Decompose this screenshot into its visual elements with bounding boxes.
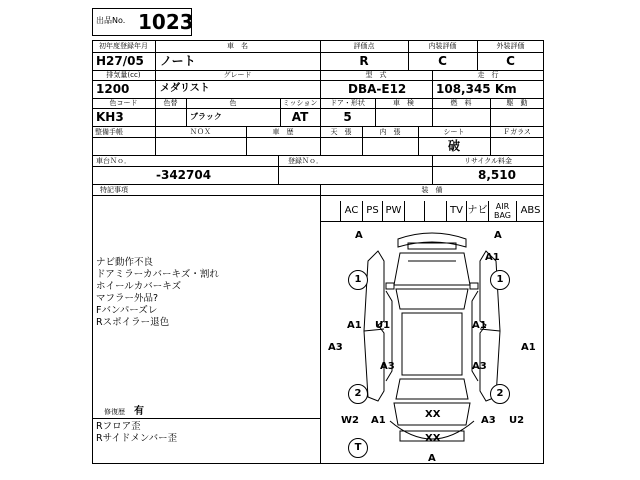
mark-front-right: A: [494, 230, 502, 241]
value-color: ブラック: [190, 112, 222, 121]
value-displacement: 1200: [96, 82, 130, 96]
value-transmission: AT: [291, 110, 309, 124]
header-equipment: 装 備: [421, 186, 443, 194]
mark-rear-right-outer: U2: [509, 415, 525, 426]
note-line: ホイールカバーキズ: [96, 281, 182, 292]
header-mileage: 走 行: [477, 71, 499, 79]
header-interior-grade: 内装評価: [428, 42, 457, 50]
header-registration: 登録Ｎｏ．: [288, 157, 323, 165]
mark-right-side: A1: [521, 342, 536, 353]
header-score: 評価点: [353, 42, 375, 50]
header-doors: ドア・形状: [330, 99, 365, 107]
mark-rear-right-inner: A3: [481, 415, 496, 426]
grid-line: [92, 184, 544, 185]
value-color-code: KH3: [96, 110, 124, 124]
wheel-front-right: 1: [490, 270, 510, 290]
value-exterior-grade: C: [506, 54, 515, 68]
header-drive: 駆 動: [506, 99, 528, 107]
value-recycle: 8,510: [478, 168, 516, 182]
header-year: 初年度登録年月: [99, 42, 148, 50]
repair-note: Rサイドメンバー歪: [96, 433, 178, 444]
grid-line: [92, 418, 320, 419]
mark-trunk: XX: [425, 409, 441, 420]
value-interior-grade: C: [438, 54, 447, 68]
mark-front-right-fender: A1: [485, 252, 500, 263]
equipment-tv: TV: [446, 201, 466, 221]
equipment-pw: PW: [382, 201, 404, 221]
header-grade: グレード: [223, 71, 252, 79]
header-inspection: 車 検: [393, 99, 414, 107]
header-color-change: 色替: [163, 99, 178, 107]
grid-line: [92, 108, 544, 109]
wheel-rear-left: 2: [348, 384, 368, 404]
grid-line: [92, 126, 544, 127]
repair-label: 修復歴: [104, 408, 125, 416]
note-line: Fバンパーズレ: [96, 305, 158, 316]
header-seat: シート: [443, 128, 465, 136]
grid-line: [92, 80, 544, 81]
grid-line: [278, 155, 279, 184]
spare-tire: T: [348, 438, 368, 458]
value-year: H27/05: [96, 54, 144, 68]
header-recycle: リサイクル料金: [463, 157, 513, 165]
grid-line: [92, 166, 544, 167]
note-line: Rスポイラー退色: [96, 317, 170, 328]
mark-front-left: A: [355, 230, 363, 241]
mark-rear-bumper: XX: [425, 433, 441, 444]
header-nox: ＮＯＸ: [190, 128, 211, 136]
mark-rear-left-inner: A1: [371, 415, 386, 426]
equipment-abs: ABS: [516, 201, 544, 221]
lot-number: 1023: [138, 10, 194, 34]
header-color: 色: [229, 99, 237, 107]
wheel-front-left: 1: [348, 270, 368, 290]
grid-line: [92, 155, 544, 156]
mark-pillar-left: A1: [347, 320, 362, 331]
grid-line: [92, 195, 544, 196]
value-model: DBA-E12: [348, 82, 407, 96]
value-score: R: [359, 54, 369, 68]
header-glass: Ｆガラス: [503, 128, 531, 136]
mark-door-left-front: U1: [375, 320, 391, 331]
wheel-rear-right: 2: [490, 384, 510, 404]
repair-value: 有: [134, 406, 144, 417]
header-color-code: 色コード: [109, 99, 138, 107]
header-transmission: ミッション: [282, 99, 318, 107]
header-chassis: 車台Ｎｏ．: [96, 157, 131, 165]
header-headliner: 天 張: [330, 128, 352, 136]
header-fuel: 燃 料: [450, 99, 472, 107]
mark-left-side: A3: [328, 342, 343, 353]
header-exterior-grade: 外装評価: [496, 42, 525, 50]
mark-door-left-rear: A3: [380, 361, 395, 372]
note-line: ナビ動作不良: [96, 257, 154, 268]
equipment-blank-1: [404, 201, 424, 221]
header-trim: 内 張: [379, 128, 401, 136]
header-displacement: 排気量(cc): [106, 71, 141, 79]
equipment-ac: AC: [340, 201, 362, 221]
mark-rear-center: A: [428, 453, 436, 464]
header-service-book: 整備手帳: [95, 128, 123, 136]
equipment-airbag: AIR BAG: [488, 201, 516, 221]
repair-note: Rフロア歪: [96, 421, 141, 432]
value-doors: 5: [343, 110, 352, 124]
value-car-name: ノート: [160, 54, 196, 68]
value-seat: 破: [447, 139, 460, 153]
equipment-ps: PS: [362, 201, 382, 221]
note-line: マフラー外品?: [96, 293, 159, 304]
lot-label: 出品No.: [96, 16, 126, 25]
mark-door-right-front: A1: [472, 320, 487, 331]
value-grade: メダリスト: [160, 83, 210, 94]
mark-rear-left-outer: W2: [341, 415, 359, 426]
value-mileage: 108,345 Km: [436, 82, 517, 96]
equipment-navi: ナビ: [466, 201, 488, 221]
header-car-name: 車 名: [227, 42, 248, 50]
mark-door-right-rear: A3: [472, 361, 487, 372]
header-history: 車 歴: [272, 128, 294, 136]
grid-line: [92, 137, 544, 138]
header-special-notes: 特記事項: [100, 186, 128, 194]
header-model: 型 式: [365, 71, 387, 79]
note-line: ドアミラーカバーキズ・割れ: [96, 269, 219, 280]
value-chassis: -342704: [156, 168, 212, 182]
equipment-blank-2: [424, 201, 446, 221]
